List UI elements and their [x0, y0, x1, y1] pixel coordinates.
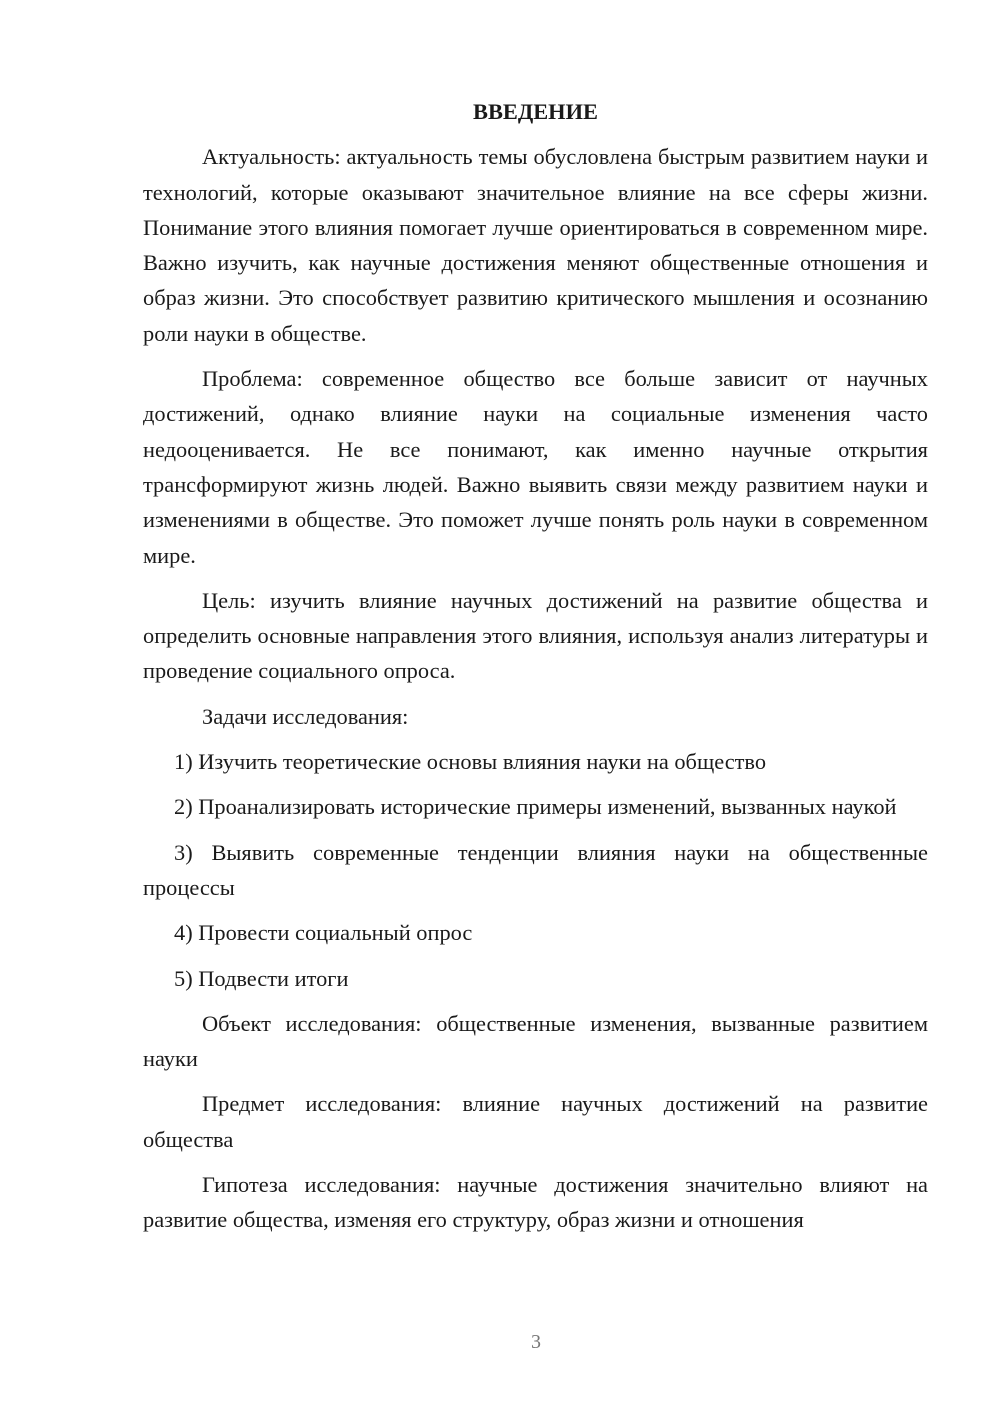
- task-item-4: 4) Провести социальный опрос: [174, 920, 473, 946]
- hypothesis-paragraph: Гипотеза исследования: научные достижения значительно влияют на развитие общества, изменяя его структуру, образ жизни и отношения: [143, 1172, 928, 1233]
- document-body: [143, 94, 928, 1248]
- goal-paragraph: Цель: изучить влияние научных достижений на развитие общества и определить основные направления этого влияния, используя анализ литературы и проведение социального опроса.: [143, 587, 928, 684]
- task-item-3: 3) Выявить современные тенденции влияния науки на общественные процессы: [143, 839, 928, 900]
- tasks-heading: Задачи исследования:: [202, 703, 409, 729]
- task-item-5: 5) Подвести итоги: [174, 965, 349, 991]
- relevance-paragraph: Актуальность: актуальность темы обусловлена быстрым развитием науки и технологий, которые оказывают значительное влияние на все сферы жизни. Понимание этого влияния помогает лучше ориентироваться в современном мире. Важно изучить, как научные достижения меняют общественные отношения и образ жизни. Это способствует развитию критического мышления и осознанию роли науки в обществе.: [143, 144, 928, 346]
- subject-paragraph: Предмет исследования: влияние научных достижений на развитие общества: [143, 1091, 928, 1152]
- section-title: ВВЕДЕНИЕ: [473, 99, 598, 124]
- task-item-1: 1) Изучить теоретические основы влияния науки на общество: [174, 749, 767, 775]
- task-item-2: 2) Проанализировать исторические примеры изменений, вызванных наукой: [174, 794, 897, 820]
- problem-paragraph: Проблема: современное общество все больше зависит от научных достижений, однако влияние науки на социальные изменения часто недооценивается. Не все понимают, как именно научные открытия трансформируют жизнь людей. Важно выявить связи между развитием науки и изменениями в обществе. Это поможет лучше понять роль науки в современном мире.: [143, 366, 928, 568]
- object-paragraph: Объект исследования: общественные изменения, вызванные развитием науки: [143, 1010, 928, 1072]
- page-number: 3: [531, 1331, 541, 1353]
